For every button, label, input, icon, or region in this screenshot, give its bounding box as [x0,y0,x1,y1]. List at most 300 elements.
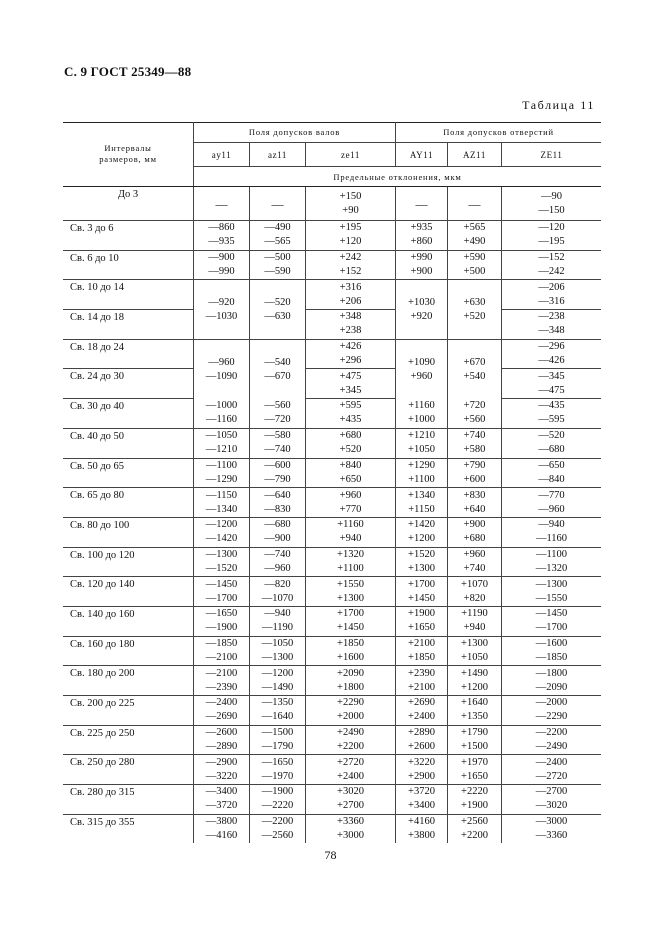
cell-ZE [501,340,601,369]
table-row [63,309,601,339]
cell-value: —920 [208,296,235,308]
cell-az [249,637,305,666]
cell-value: —1600 [535,637,568,649]
cell-value: +600 [463,473,486,485]
cell-ZE [501,637,601,666]
cell-value: +790 [463,459,486,471]
cell-value: —1210 [205,444,238,456]
interval-cell: Св. 50 до 65 [70,460,125,472]
cell-value: —296 [538,341,565,353]
cell-value: +1200 [461,681,488,693]
cell-ay [193,666,249,695]
cell-value: +1970 [461,756,488,768]
cell-az [249,548,305,577]
interval-cell: Св. 225 до 250 [70,727,135,739]
cell-ze [305,666,395,695]
cell-value: +580 [463,444,486,456]
cell-value: +830 [463,489,486,501]
cell-ZE [501,607,601,636]
interval-cell: Св. 3 до 6 [70,223,114,234]
cell-AZ [447,488,501,517]
cell-value: +630 [463,296,486,308]
cell-value: —1150 [205,489,238,501]
cell-ZE [501,221,601,250]
cell-value: —2100 [205,651,238,663]
cell-value: +345 [339,384,362,396]
merged-cell-ay [194,280,249,339]
cell-ze [305,577,395,606]
cell-value: —426 [538,355,565,367]
cell-AY [395,518,447,547]
cell-AY [395,726,447,755]
cell-value: —1790 [261,741,294,753]
cell-ZE [501,369,601,398]
cell-value: +195 [339,222,362,234]
cell-AY [395,251,447,280]
cell-value: —1900 [261,786,294,798]
table-row [63,428,601,458]
cell-value: +1520 [408,548,435,560]
cell-value: +1090 [408,356,435,368]
cell-ay [193,637,249,666]
cell-ze [305,280,395,309]
cell-ZE [501,399,601,428]
cell-az [249,518,305,547]
cell-AY [395,429,447,458]
cell-value: —90 [541,190,562,202]
cell-value: +1790 [461,727,488,739]
cell-ay [193,815,249,844]
cell-value: —820 [264,578,291,590]
cell-value: +1700 [408,578,435,590]
cell-value: —1300 [261,651,294,663]
cell-value: —348 [538,325,565,337]
cell-value: —1100 [205,459,238,471]
cell-value: +2100 [408,637,435,649]
cell-value: —3000 [535,816,568,828]
cell-ZE [501,755,601,784]
cell-value: +1640 [461,697,488,709]
cell-value: +670 [463,356,486,368]
cell-value: —640 [264,489,291,501]
cell-value: —770 [538,489,565,501]
interval-cell: Св. 14 до 18 [70,312,125,324]
table-row [63,279,601,309]
cell-value: —195 [538,236,565,248]
intervals-label-1: Интервалы [104,143,152,153]
cell-AY [395,399,447,428]
cell-ze [305,310,395,339]
interval-cell: Св. 10 до 14 [70,282,125,294]
cell-value: —1100 [535,548,568,560]
cell-value: —2400 [535,756,568,768]
cell-value: —152 [538,252,565,264]
cell-value: +840 [339,459,362,471]
cell-value: +2490 [337,727,364,739]
cell-ay [193,251,249,280]
cell-value: —680 [264,519,291,531]
cell-value: —2490 [535,741,568,753]
cell-az [249,221,305,250]
cell-value: +1850 [337,637,364,649]
cell-value: +1800 [337,681,364,693]
cell-az [249,785,305,814]
table-row [63,187,601,220]
cell-az [249,429,305,458]
cell-value: —1850 [205,637,238,649]
cell-value: +1650 [408,622,435,634]
interval-cell: Св. 6 до 10 [70,252,119,264]
cell-ZE [501,459,601,488]
cell-value: +426 [339,341,362,353]
cell-value: +2400 [337,770,364,782]
cell-value: —2200 [535,727,568,739]
cell-value: +960 [463,548,486,560]
cell-value: +90 [342,204,359,216]
cell-value: —1520 [205,562,238,574]
interval-cell: Св. 315 до 355 [70,816,135,828]
cell-value: —960 [538,503,565,515]
cell-value: +206 [339,295,362,307]
cell-value: +900 [410,266,433,278]
cell-value: +2720 [337,756,364,768]
cell-value: —560 [264,400,291,412]
cell-value: —1850 [535,651,568,663]
cell-value: —1420 [205,533,238,545]
cell-value: —3800 [205,816,238,828]
cell-AY [395,221,447,250]
cell-value: +1700 [337,608,364,620]
cell-value: +3720 [408,786,435,798]
col-ay11: ay11 [193,142,249,166]
cell-value: —1450 [535,608,568,620]
cell-AY [395,696,447,725]
cell-value: +940 [339,533,362,545]
cell-value: — [271,196,284,211]
table-row [63,368,601,398]
cell-ze [305,637,395,666]
cell-value: — [415,196,428,211]
cell-value: +1290 [408,459,435,471]
cell-value: +2100 [408,681,435,693]
cell-ay [193,755,249,784]
cell-AY [395,459,447,488]
cell-AZ [447,577,501,606]
cell-ze [305,755,395,784]
cell-value: —1050 [261,637,294,649]
cell-value: —242 [538,266,565,278]
interval-cell: Св. 120 до 140 [70,579,135,591]
cell-value: +935 [410,222,433,234]
cell-value: +2400 [408,711,435,723]
cell-ZE [501,815,601,844]
merged-cell-AZ [448,280,501,339]
cell-ay [193,399,249,428]
cell-value: —1160 [535,533,568,545]
cell-value: —2700 [535,786,568,798]
cell-value: +940 [463,622,486,634]
cell-ze [305,696,395,725]
cell-value: +296 [339,355,362,367]
cell-value: —345 [538,370,565,382]
cell-ZE [501,187,601,220]
cell-value: +860 [410,236,433,248]
cell-ze [305,815,395,844]
cell-value: —900 [208,252,235,264]
merged-cell-AY [396,340,447,399]
cell-value: —120 [538,222,565,234]
cell-value: —2000 [535,697,568,709]
cell-value: +1850 [408,651,435,663]
cell-value: —2900 [205,756,238,768]
cell-AZ [447,429,501,458]
cell-value: +1420 [408,519,435,531]
page-number: 78 [324,848,337,862]
cell-value: +640 [463,503,486,515]
interval-cell: Св. 80 до 100 [70,519,130,531]
cell-ze [305,518,395,547]
cell-ze [305,726,395,755]
cell-value: —4160 [205,830,238,842]
cell-value: +4160 [408,816,435,828]
cell-ZE [501,577,601,606]
cell-value: —650 [538,459,565,471]
cell-value: —500 [264,252,291,264]
cell-value: +2700 [337,800,364,812]
cell-value: —1450 [205,578,238,590]
cell-AY [395,637,447,666]
cell-value: +490 [463,236,486,248]
table-body [63,187,601,843]
cell-value: —860 [208,222,235,234]
cell-value: +1030 [408,296,435,308]
cell-value: —540 [264,356,291,368]
cell-value: +2560 [461,816,488,828]
cell-value: —790 [264,473,291,485]
cell-value: +475 [339,370,362,382]
cell-value: +120 [339,236,362,248]
cell-value: —1200 [261,667,294,679]
cell-az [249,666,305,695]
interval-cell: Св. 140 до 160 [70,608,135,620]
cell-az [249,488,305,517]
table-row [63,458,601,488]
cell-AZ [447,607,501,636]
cell-value: —520 [538,430,565,442]
cell-AY [395,666,447,695]
table-row [63,606,601,636]
table-row [63,784,601,814]
table-row [63,695,601,725]
cell-value: —740 [264,548,291,560]
cell-value: —2720 [535,770,568,782]
cell-value: —2200 [261,816,294,828]
cell-value: —3220 [205,770,238,782]
interval-cell: До 3 [117,189,139,200]
cell-value: +238 [339,325,362,337]
cell-value: —740 [264,444,291,456]
cell-value: +680 [463,533,486,545]
cell-value: +1450 [337,622,364,634]
cell-value: —150 [538,204,565,216]
cell-value: —2090 [535,681,568,693]
cell-AY [395,488,447,517]
cell-value: +1160 [408,400,435,412]
cell-AZ [447,755,501,784]
cell-value: —2220 [261,800,294,812]
cell-value: —1000 [205,400,238,412]
cell-value: —2890 [205,741,238,753]
cell-value: —1800 [535,667,568,679]
cell-value: —940 [264,608,291,620]
cell-value: —2290 [535,711,568,723]
cell-value: +3800 [408,830,435,842]
cell-ze [305,785,395,814]
table-row [63,220,601,250]
merged-cell-az [250,340,305,399]
cell-ze [305,548,395,577]
cell-ay [193,726,249,755]
cell-AZ [447,815,501,844]
interval-cell: Св. 24 до 30 [70,371,125,383]
cell-value: —1970 [261,770,294,782]
cell-value: —3360 [535,830,568,842]
cell-az [249,726,305,755]
cell-ZE [501,429,601,458]
cell-value: —1160 [205,414,238,426]
interval-cell: Св. 180 до 200 [70,668,135,680]
cell-value: +150 [339,190,362,202]
cell-value: +820 [463,592,486,604]
cell-value: —840 [538,473,565,485]
cell-value: +2000 [337,711,364,723]
cell-value: +1300 [337,592,364,604]
cell-value: +1340 [408,489,435,501]
cell-value: —3720 [205,800,238,812]
cell-value: +565 [463,222,486,234]
cell-value: — [215,196,228,211]
holes-group-header: Поля допусков отверстий [395,122,601,142]
cell-value: —1300 [535,578,568,590]
cell-value: —1500 [261,727,294,739]
cell-value: —1070 [261,592,294,604]
cell-ZE [501,280,601,309]
cell-value: —316 [538,295,565,307]
cell-AY [395,577,447,606]
cell-value: —830 [264,503,291,515]
cell-value: +540 [463,370,486,382]
cell-value: +316 [339,281,362,293]
cell-value: —1650 [261,756,294,768]
cell-value: +740 [463,562,486,574]
cell-value: +900 [463,519,486,531]
cell-value: —2100 [205,667,238,679]
interval-cell: Св. 40 до 50 [70,430,125,442]
cell-value: +2600 [408,741,435,753]
cell-value: —520 [264,296,291,308]
cell-value: —475 [538,384,565,396]
cell-value: +1200 [408,533,435,545]
cell-value: +520 [339,444,362,456]
cell-value: +2200 [337,741,364,753]
cell-value: +242 [339,252,362,264]
cell-value: +1490 [461,667,488,679]
table-row [63,665,601,695]
table-row [63,576,601,606]
cell-ze [305,251,395,280]
cell-az [249,577,305,606]
cell-ZE [501,310,601,339]
table-row [63,725,601,755]
col-az11: az11 [249,142,305,166]
table-row [63,250,601,280]
cell-value: +960 [410,370,433,382]
cell-ze [305,369,395,398]
cell-ay [193,488,249,517]
cell-value: —1190 [261,622,294,634]
cell-value: —680 [538,444,565,456]
table-row [63,487,601,517]
cell-value: —935 [208,236,235,248]
col-ze11: ze11 [305,142,395,166]
table-row [63,339,601,369]
shafts-group-header: Поля допусков валов [193,122,395,142]
cell-value: +650 [339,473,362,485]
cell-AY [395,607,447,636]
interval-cell: Св. 65 до 80 [70,490,125,502]
cell-AZ [447,187,501,220]
cell-value: +1500 [461,741,488,753]
cell-ze [305,340,395,369]
cell-value: —1350 [261,697,294,709]
cell-value: +3000 [337,830,364,842]
cell-value: +1100 [337,562,364,574]
cell-value: +2890 [408,727,435,739]
cell-value: —1900 [205,622,238,634]
cell-AY [395,548,447,577]
cell-value: —990 [208,266,235,278]
cell-ay [193,187,249,220]
cell-value: +560 [463,414,486,426]
cell-az [249,251,305,280]
merged-cell-AZ [448,340,501,399]
cell-value: —1700 [205,592,238,604]
cell-AY [395,785,447,814]
cell-AZ [447,696,501,725]
document-header: С. 9 ГОСТ 25349—88 [64,64,192,79]
merged-cell-ay [194,340,249,399]
merged-cell-az [250,280,305,339]
cell-value: —2560 [261,830,294,842]
cell-value: —206 [538,281,565,293]
interval-cell: Св. 30 до 40 [70,401,125,413]
cell-ZE [501,488,601,517]
cell-AZ [447,459,501,488]
cell-value: +1900 [461,800,488,812]
intervals-label-2: размеров, мм [99,154,157,164]
cell-value: —2690 [205,711,238,723]
cell-value: —2400 [205,697,238,709]
cell-value: +152 [339,266,362,278]
cell-value: —238 [538,311,565,323]
cell-value: —900 [264,533,291,545]
cell-ay [193,607,249,636]
cell-ay [193,221,249,250]
table-row [63,547,601,577]
cell-value: —1550 [535,592,568,604]
interval-cell: Св. 18 до 24 [70,341,125,353]
tolerance-table [63,122,601,843]
